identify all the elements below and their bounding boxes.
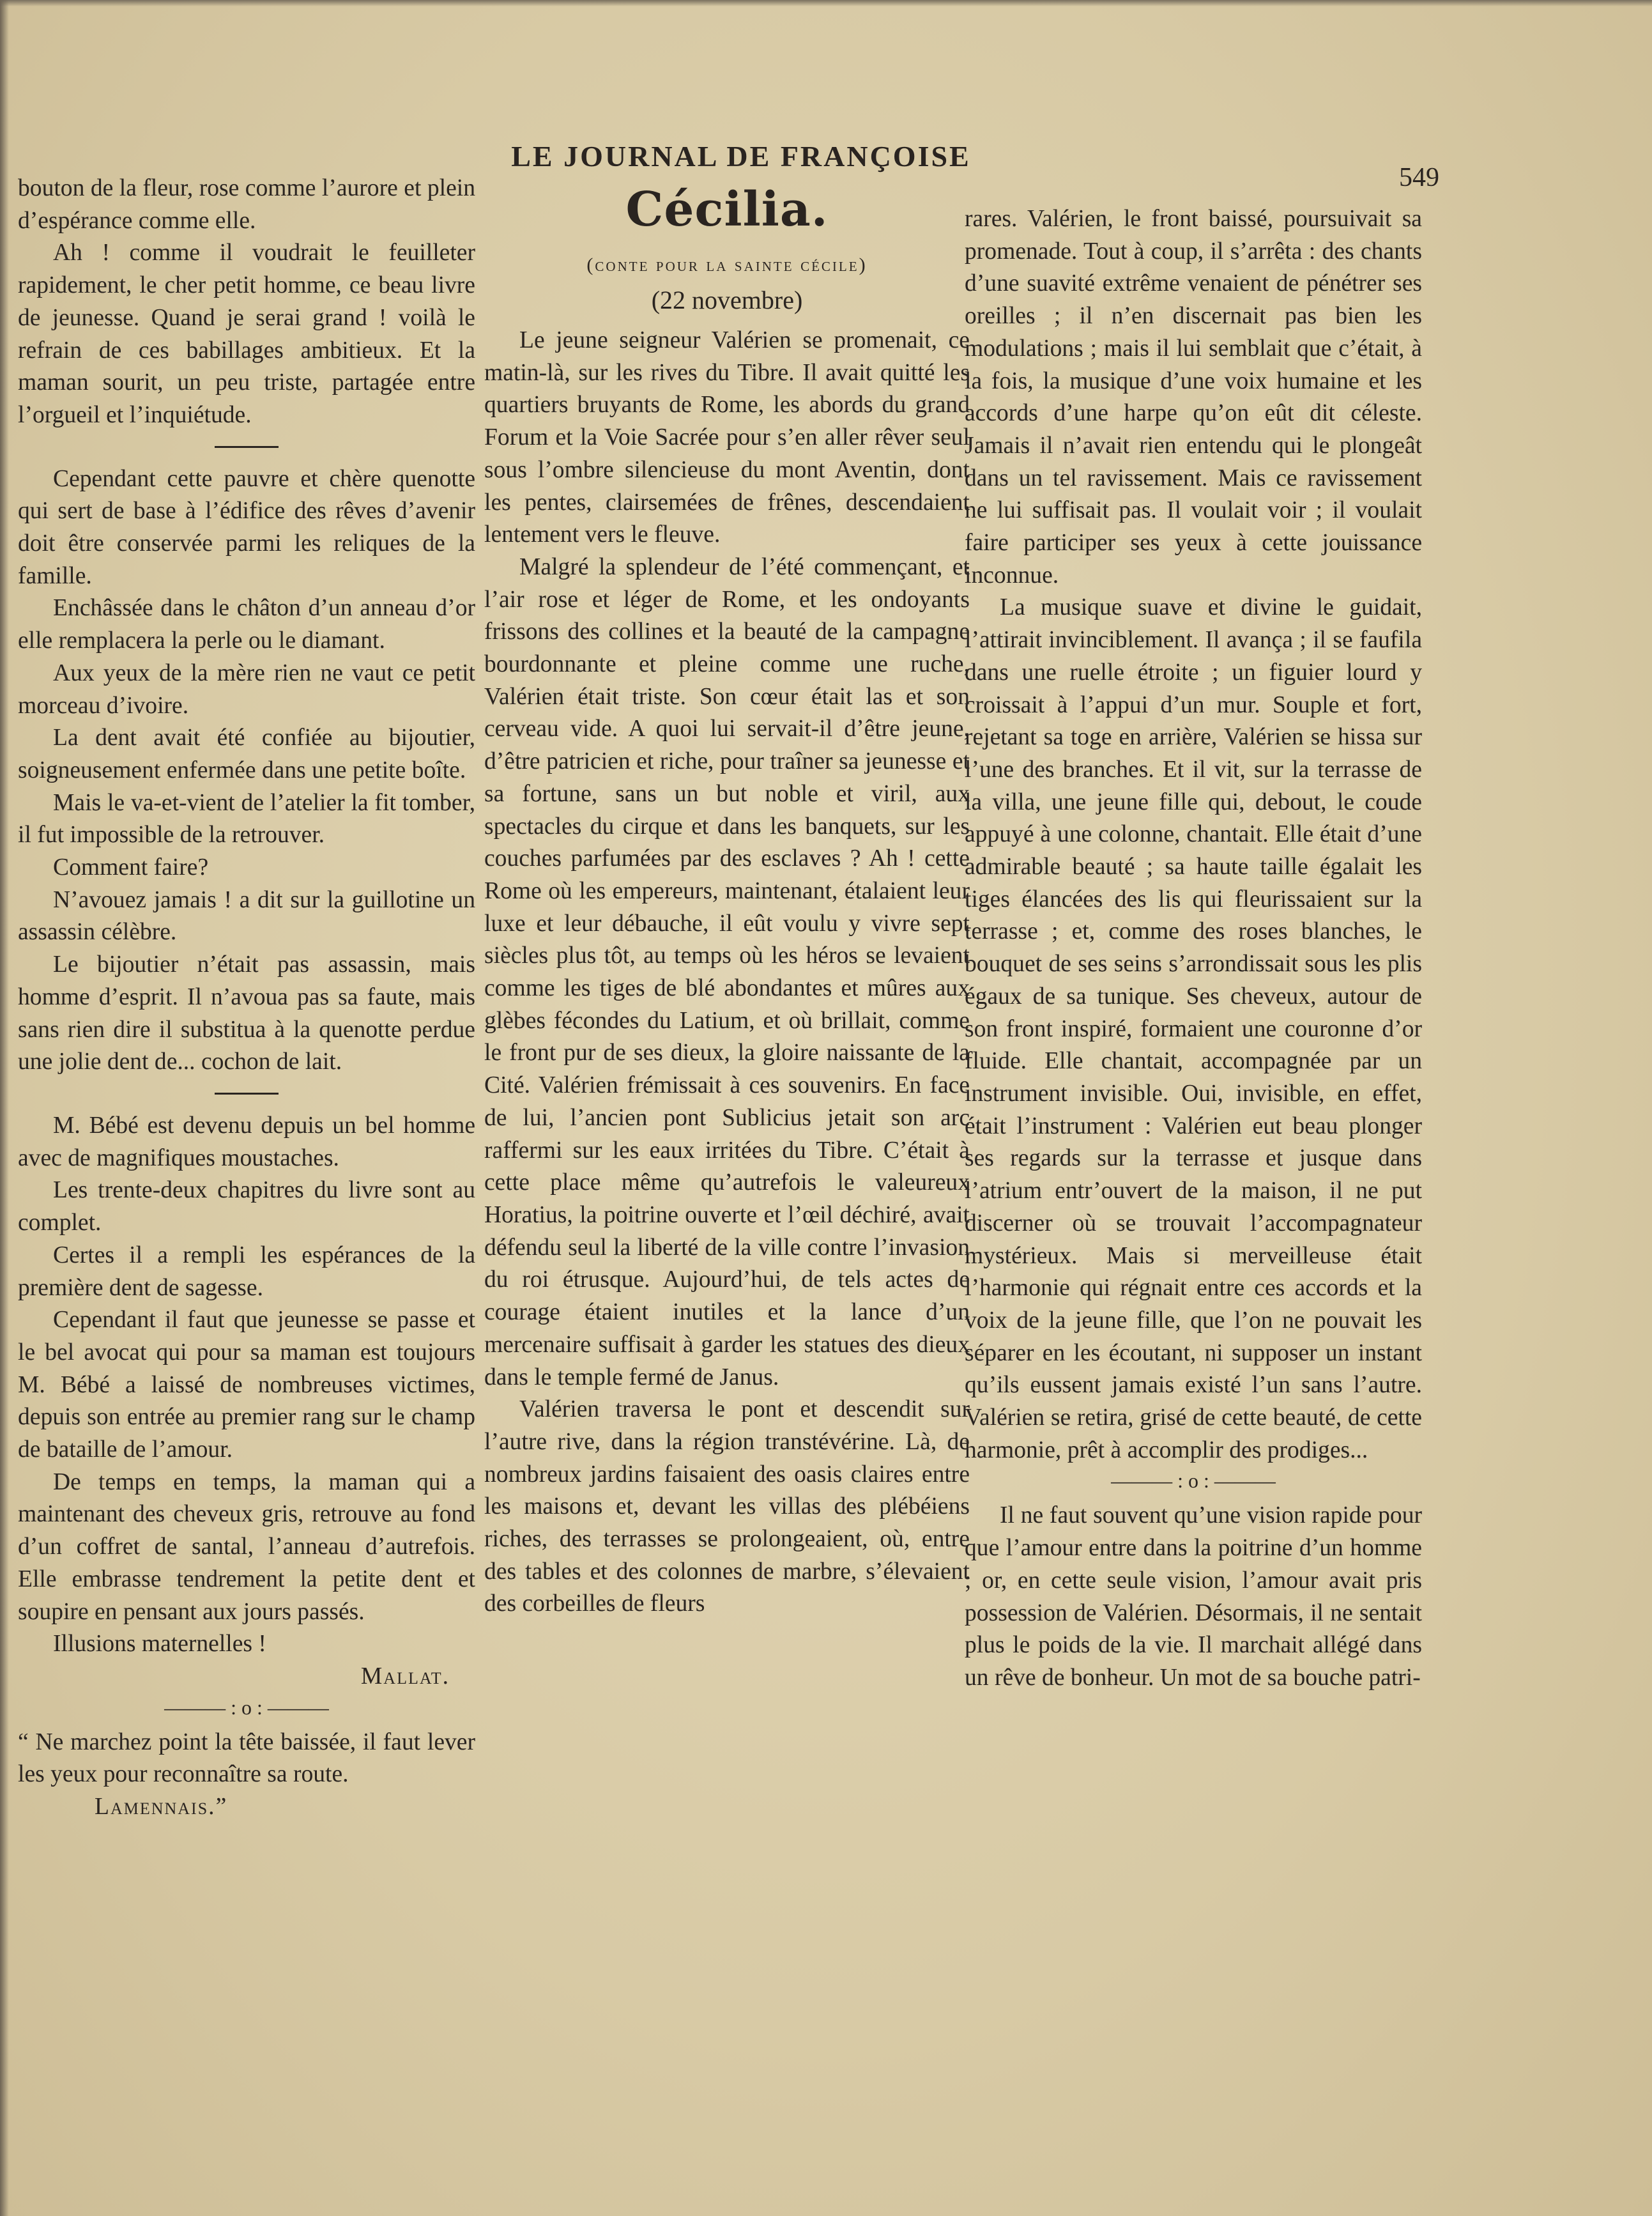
paragraph: Il ne faut souvent qu’une vision rapide pour que l’amour entre dans la poitrine d’un homme ; or, en cette seule vision, l’amour avait pris possession de Valérien. Désormais, il ne sentait plus le poids de la vie. Il marchait allégé dans un rêve de bonheur. Un mot de sa bouche patri-: [965, 1502, 1422, 1691]
paragraph: Cependant cette pauvre et chère quenotte qui sert de base à l’édifice des rêves d’avenir doit être conservée parmi les reliques de la famille.: [18, 465, 475, 589]
paragraph: Malgré la splendeur de l’été commençant, et l’air rose et léger de Rome, et les ondoyants frissons des collines et la beauté de la campagne bourdonnante et pleine comme une ruche, Valérien était triste. Son cœur était las et son cerveau vide. A quoi lui servait-il d’être jeune, d’être patricien et riche, pour traîner sa jeunesse et sa fortune, sans un but noble et viril, aux spectacles du cirque et dans les banquets, sur les couches parfumées par des esclaves ? Ah ! cette Rome où les empereurs, maintenant, étalaient leur luxe et leur débauche, il eût voulu y vivre sept siècles plus tôt, au temps où les héros se levaient comme les tiges de blé abondantes et mûres aux glèbes fécondes du Latium, et où brillait, comme le front pur de ses dieux, la gloire naissante de la Cité. Valérien frémissait à ces souvenirs. En face de lui, l’ancien pont Sublicius jetait son arc raffermi sur les eaux irritées du Tibre. C’était à cette place même qu’autrefois le valeureux Horatius, la poitrine ouverte et l’œil déchiré, avait défendu seul la liberté de la ville contre l’invasion du roi étrusque. Aujourd’hui, de tels actes de courage étaient inutiles et la lance d’un mercenaire suffisait à garder les statues des dieux dans le temple fermé de Janus.: [484, 553, 970, 1390]
left-column: [18, 173, 475, 1824]
paragraph: Enchâssée dans le châton d’un anneau d’or elle remplacera la perle ou le diamant.: [18, 595, 475, 654]
closing-quote: “ Ne marchez point la tête baissée, il faut lever les yeux pour reconnaître sa route.: [18, 1728, 475, 1788]
paragraph: Le jeune seigneur Valérien se promenait, ce matin-là, sur les rives du Tibre. Il avait quitté les quartiers bruyants de Rome, les abords du grand Forum et la Voie Sacrée pour s’en aller rêver seul sous l’ombre silencieuse du mont Aventin, dont les pentes, clairsemées de frênes, descendaient lentement vers le fleuve.: [484, 327, 970, 548]
section-rule: [215, 1093, 279, 1095]
story-date: (22 novembre): [651, 286, 803, 314]
paragraph: Le bijoutier n’était pas assassin, mais homme d’esprit. Il n’avoua pas sa faute, mais sans rien dire il substitua à la quenotte perdue une jolie dent de... cochon de lait.: [18, 951, 475, 1075]
middle-column: [484, 173, 970, 1620]
closing-quote-author: Lamennais.”: [95, 1794, 228, 1820]
page-edge-shadow-left: [0, 0, 9, 2216]
paragraph: Aux yeux de la mère rien ne vaut ce petit morceau d’ivoire.: [18, 659, 475, 719]
paragraph: De temps en temps, la maman qui a maintenant des cheveux gris, retrouve au fond d’un coffret de santal, l’anneau d’autrefois. Elle embrasse tendrement la petite dent et soupire en pensant aux jours passés.: [18, 1468, 475, 1625]
author-signature: Mallat.: [360, 1663, 450, 1689]
separator-ornament: ——— : o : ———: [1111, 1469, 1276, 1493]
paragraph: N’avouez jamais ! a dit sur la guillotine un assassin célèbre.: [18, 886, 475, 946]
paragraph: Les trente-deux chapitres du livre sont au complet.: [18, 1177, 475, 1236]
paragraph: M. Bébé est devenu depuis un bel homme avec de magnifiques moustaches.: [18, 1112, 475, 1171]
journal-title: LE JOURNAL DE FRANÇOISE: [511, 140, 971, 173]
paragraph: rares. Valérien, le front baissé, poursuivait sa promenade. Tout à coup, il s’arrêta : des chants d’une suavité extrême venaient de pénétrer ses oreilles ; il n’en discernait pas bien les modulations ; mais il lui semblait que c’était, à la fois, la musique d’une voix humaine et les accords d’une harpe qu’on eût dit céleste. Jamais il n’avait rien entendu qui le plongeât dans un tel ravissement. Mais ce ravissement ne lui suffisait pas. Il voulait voir ; il voulait faire participer ses yeux à cette jouissance inconnue.: [965, 206, 1422, 589]
right-column: [965, 203, 1422, 1695]
paragraph: Certes il a rempli les espérances de la première dent de sagesse.: [18, 1242, 475, 1301]
paragraph: La musique suave et divine le guidait, l’attirait invinciblement. Il avança ; il se faufila dans une ruelle étroite ; un figuier lourd y croissait à l’appui d’un mur. Souple et fort, rejetant sa toge en arrière, Valérien se hissa sur l’une des branches. Et il vit, sur la terrasse de la villa, une jeune fille qui, debout, le coude appuyé à une colonne, chantait. Elle était d’une admirable beauté ; sa haute taille égalait les tiges élancées des lis qui fleurissaient sur la terrasse ; et, comme des roses blanches, le bouquet de ses seins s’arrondissait sous les plis égaux de sa tunique. Ses cheveux, autour de son front inspiré, formaient une couronne d’or fluide. Elle chantait, accompagnée par un instrument invisible. Oui, invisible, en effet, était l’instrument : Valérien eut beau plonger ses regards sur la terrasse et jusque dans l’atrium entr’ouvert de la maison, il ne put discerner où se trouvait l’accompagnateur mystérieux. Mais si merveilleuse était l’harmonie qui régnait entre ces accords et la voix de la jeune fille, que l’on ne pouvait les séparer en les écoutant, ni supposer un instant qu’ils eussent jamais existé l’un sans l’autre. Valérien se retira, grisé de cette beauté, de cette harmonie, prêt à accomplir des prodiges...: [965, 594, 1422, 1463]
page-edge-shadow-top: [0, 0, 1652, 6]
paragraph: La dent avait été confiée au bijoutier, soigneusement enfermée dans une petite boîte.: [18, 725, 475, 783]
paragraph: Illusions maternelles !: [53, 1631, 266, 1658]
paragraph: Comment faire?: [53, 854, 209, 881]
paragraph: Ah ! comme il voudrait le feuilleter rapidement, le cher petit homme, ce beau livre de jeunesse. Quand je serai grand ! voilà le refrain de ces babillages ambitieux. Et la maman sourit, un peu triste, partagée entre l’orgueil et l’inquiétude.: [18, 240, 475, 428]
paragraph: Mais le va-et-vient de l’atelier la fit tomber, il fut impossible de la retrouver.: [18, 789, 475, 849]
story-title: Cécilia.: [625, 182, 829, 237]
paragraph: Cependant il faut que jeunesse se passe et le bel avocat qui pour sa maman est toujours M. Bébé a laissé de nombreuses victimes, depuis son entrée au premier rang sur le champ de bataille de l’amour.: [18, 1307, 475, 1463]
separator-ornament: ——— : o : ———: [164, 1695, 329, 1719]
paragraph: bouton de la fleur, rose comme l’aurore et plein d’espérance comme elle.: [18, 175, 475, 234]
page-number: 549: [1399, 163, 1439, 192]
section-rule: [215, 446, 279, 448]
paragraph: Valérien traversa le pont et descendit sur l’autre rive, dans la région transtévérine. Là, de nombreux jardins faisaient des oasis claires entre les maisons et, devant les villas des plébéiens riches, des terrasses se prolongeaient, où, entre des tables et des colonnes de marbre, s’élevaient des corbeilles de fleurs: [484, 1396, 970, 1617]
story-subtitle: (conte pour la sainte cécile): [586, 254, 868, 275]
